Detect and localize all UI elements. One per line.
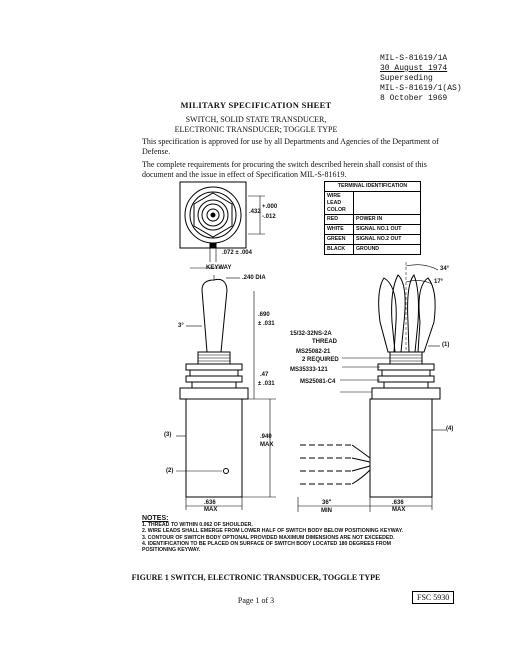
- ref-4: (4): [446, 426, 454, 432]
- thread-spec: 15/32-32NS-2A: [290, 331, 332, 337]
- terminal-table-heading: TERMINAL IDENTIFICATION: [325, 182, 421, 192]
- page-number: Page 1 of 3: [237, 596, 275, 605]
- spec-id: MIL-S-81619/1A: [380, 54, 448, 63]
- requirements-text: The complete requirements for procuring the switch described herein shall consist of this document and the issue in effect of Specification MIL-S-81619.: [142, 160, 427, 179]
- lever-dia: .240 DIA: [242, 275, 266, 281]
- washer-part-2: MS25081-C4: [300, 379, 336, 385]
- supersede-label: Superseding: [380, 74, 433, 83]
- wire-length: 36": [322, 500, 332, 506]
- hex-tol-minus: -.012: [262, 214, 276, 220]
- washer-part: MS35333-121: [290, 367, 328, 373]
- width-right: .636: [392, 500, 404, 506]
- left-body: [186, 399, 242, 497]
- ref-2: (2): [166, 468, 174, 474]
- note-item: 3. CONTOUR OF SWITCH BODY OPTIONAL PROVIDED MAXIMUM DIMENSIONS ARE NOT EXCEEDED.: [142, 534, 395, 541]
- note-item: 1. THREAD TO WITHIN 0.062 OF SHOULDER.: [142, 522, 253, 529]
- table-row: WHITE SIGNAL NO.1 OUT: [325, 225, 421, 235]
- nut-part: MS25082-21: [296, 349, 331, 355]
- subject-line-1: SWITCH, SOLID STATE TRANSDUCER,: [185, 115, 327, 124]
- ref-1: (1): [442, 342, 450, 348]
- lever-length-tol: ± .031: [258, 321, 275, 327]
- hex-size: .432: [249, 209, 261, 215]
- spec-date: 30 August 1974: [380, 64, 448, 73]
- supersede-date: 8 October 1969: [380, 94, 448, 103]
- body-length-max: MAX: [260, 442, 274, 448]
- width-left: .636: [204, 500, 216, 506]
- table-row: RED POWER IN: [325, 215, 421, 225]
- wire-length-min: MIN: [321, 508, 332, 514]
- right-body: [370, 399, 432, 497]
- supersede-id: MIL-S-81619/1(AS): [380, 84, 462, 93]
- note-item: POSITIONING KEYWAY.: [142, 547, 201, 554]
- thread-label: THREAD: [312, 339, 337, 345]
- approval-text: This specification is approved for use by all Departments and Agencies of the Department of Defense.: [142, 137, 439, 156]
- body-length: .940: [260, 434, 272, 440]
- width-right-max: MAX: [392, 507, 406, 513]
- hex-tol-plus: +.000: [262, 204, 278, 210]
- table-row: BLACK GROUND: [325, 245, 421, 255]
- note-item: 4. IDENTIFICATION TO BE PLACED ON SURFACE OF SWITCH BODY LOCATED 180 DEGREES FROM: [142, 540, 391, 547]
- bushing-tol: ± .031: [258, 381, 275, 387]
- lever-length: .690: [258, 312, 270, 318]
- width-left-max: MAX: [204, 507, 218, 513]
- angle-inner: 17°: [434, 279, 444, 285]
- subject-line-2: ELECTRONIC TRANSDUCER; TOGGLE TYPE: [174, 125, 338, 134]
- angle-outer: 34°: [440, 266, 450, 272]
- keyway-label: KEYWAY: [206, 265, 232, 271]
- left-lever: [202, 279, 227, 352]
- nut-qty: 2 REQUIRED: [302, 357, 339, 363]
- terminal-col-header: WIRE LEAD COLOR: [325, 192, 354, 215]
- fsc-box: FSC 5930: [412, 591, 454, 604]
- lever-angle: 3°: [178, 323, 184, 329]
- sheet-title: MILITARY SPECIFICATION SHEET: [180, 100, 332, 110]
- table-row: GREEN SIGNAL NO.2 OUT: [325, 235, 421, 245]
- notes-title: NOTES:: [142, 515, 169, 522]
- notes-block: [142, 516, 482, 553]
- bushing-length: .47: [260, 372, 269, 378]
- ref-3: (3): [164, 432, 172, 438]
- keyway-width: .072 ± .004: [222, 250, 252, 256]
- figure-caption: FIGURE 1 SWITCH, ELECTRONIC TRANSDUCER, TOGGLE TYPE: [131, 573, 381, 582]
- note-item: 2. WIRE LEADS SHALL EMERGE FROM LOWER HALF OF SWITCH BODY BELOW POSITIONING KEYWAY.: [142, 528, 404, 535]
